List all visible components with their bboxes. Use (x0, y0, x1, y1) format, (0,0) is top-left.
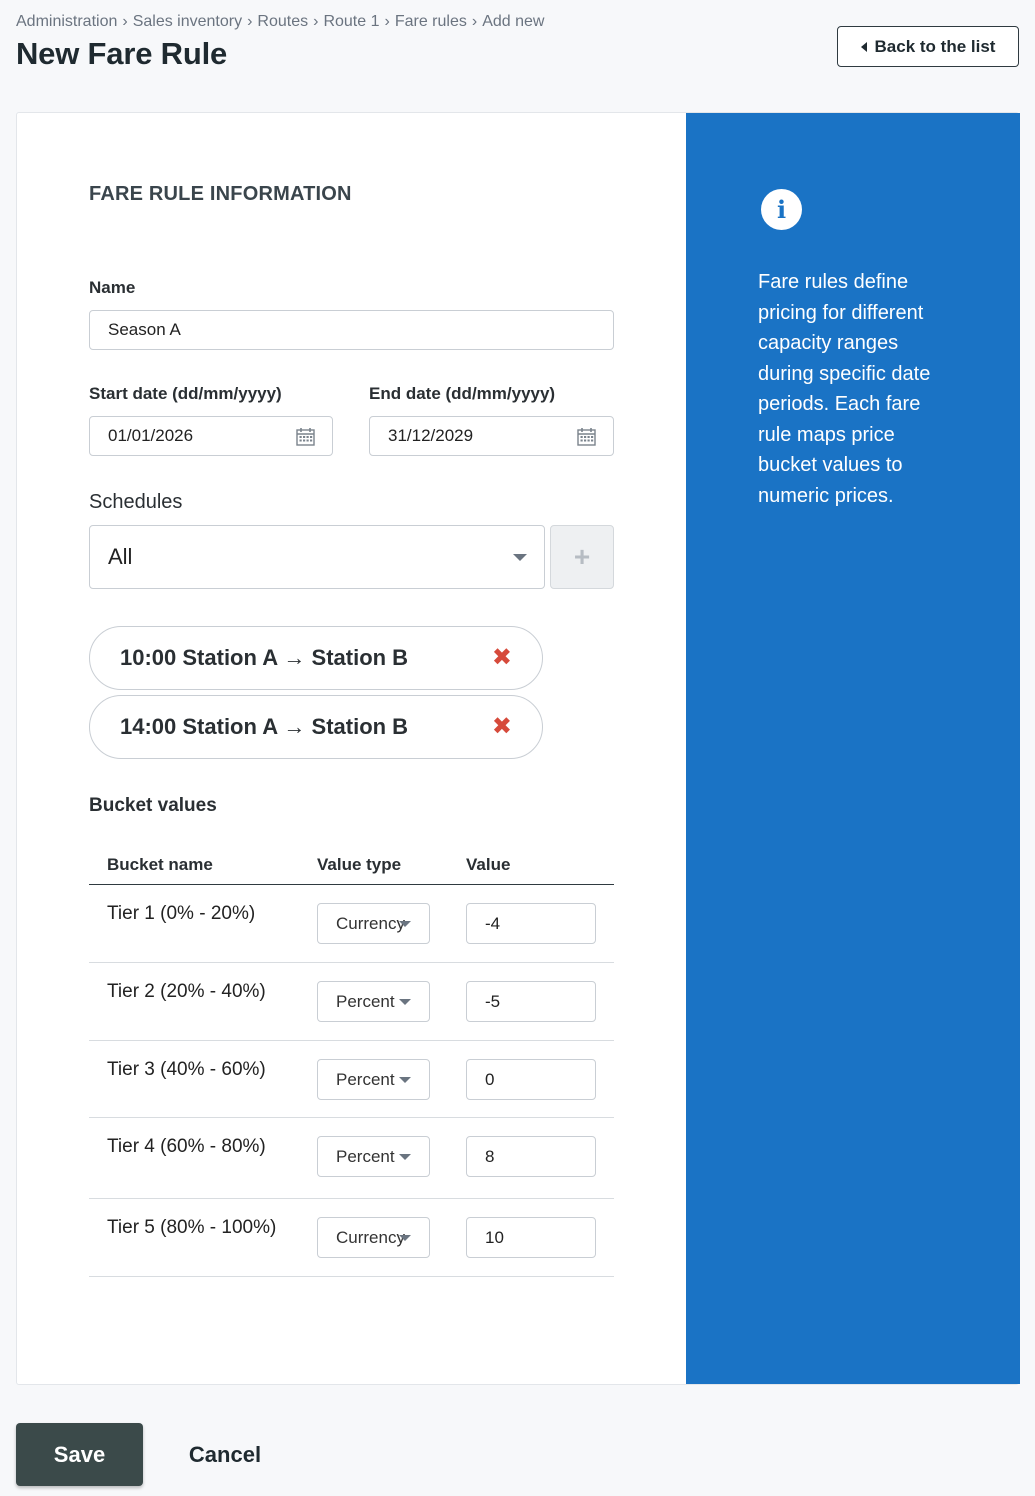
fare-rule-card (16, 112, 1019, 1385)
bucket-value: 8 (485, 1146, 495, 1166)
breadcrumb-fare-rules[interactable]: Fare rules (394, 13, 467, 30)
caret-left-icon (861, 42, 867, 52)
table-row (89, 1041, 614, 1118)
chevron-down-icon (399, 1077, 411, 1083)
value-type-value: Percent (336, 1146, 395, 1166)
bucket-value-input[interactable] (466, 1059, 596, 1100)
breadcrumb-separator: › (471, 13, 478, 30)
end-date-label: End date (dd/mm/yyyy) (369, 384, 556, 403)
bucket-value: 10 (485, 1227, 504, 1247)
save-button[interactable]: Save (16, 1423, 143, 1486)
column-header-bucket-name: Bucket name (107, 855, 213, 874)
value-type-value: Percent (336, 991, 395, 1011)
table-row (89, 1199, 614, 1277)
table-row (89, 885, 614, 963)
bucket-value-input[interactable] (466, 1136, 596, 1177)
calendar-icon[interactable] (296, 427, 315, 446)
bucket-values-title: Bucket values (89, 795, 217, 816)
chevron-down-icon (399, 921, 411, 927)
name-input[interactable] (89, 310, 614, 350)
chevron-down-icon (513, 554, 527, 561)
chevron-down-icon (399, 1235, 411, 1241)
end-date-input[interactable] (369, 416, 614, 456)
bucket-value: -4 (485, 913, 501, 933)
calendar-icon[interactable] (577, 427, 596, 446)
value-type-select[interactable] (317, 1059, 430, 1100)
value-type-value: Currency (336, 913, 405, 933)
chevron-down-icon (399, 999, 411, 1005)
bucket-name: Tier 5 (80% - 100%) (107, 1217, 277, 1238)
page-title: New Fare Rule (16, 36, 228, 71)
start-date-input[interactable] (89, 416, 333, 456)
bucket-value: 0 (485, 1069, 495, 1089)
bucket-value-input[interactable] (466, 981, 596, 1022)
breadcrumb-routes[interactable]: Routes (257, 13, 309, 30)
schedules-select-value: All (108, 544, 133, 569)
info-icon: i (761, 189, 802, 230)
bucket-name: Tier 3 (40% - 60%) (107, 1059, 266, 1080)
value-type-select[interactable] (317, 903, 430, 944)
start-date-value: 01/01/2026 (108, 426, 194, 445)
cancel-button[interactable]: Cancel (188, 1441, 262, 1467)
breadcrumb (16, 13, 544, 31)
start-date-label: Start date (dd/mm/yyyy) (89, 384, 282, 403)
bucket-name: Tier 2 (20% - 40%) (107, 981, 266, 1002)
breadcrumb-add-new: Add new (482, 13, 545, 30)
breadcrumb-separator: › (122, 13, 128, 30)
table-row (89, 963, 614, 1041)
bucket-name: Tier 1 (0% - 20%) (107, 903, 256, 924)
end-date-value: 31/12/2029 (388, 426, 474, 445)
column-header-value-type: Value type (317, 855, 402, 874)
bucket-value-input[interactable] (466, 1217, 596, 1258)
breadcrumb-sales-inventory[interactable]: Sales inventory (132, 13, 243, 30)
bucket-value-input[interactable] (466, 903, 596, 944)
name-input-value: Season A (108, 320, 181, 339)
bucket-name: Tier 4 (60% - 80%) (107, 1136, 266, 1157)
column-header-value: Value (466, 855, 511, 874)
value-type-select[interactable] (317, 981, 430, 1022)
breadcrumb-separator: › (247, 13, 253, 30)
breadcrumb-separator: › (313, 13, 319, 30)
schedules-label: Schedules (89, 491, 183, 513)
schedule-chip-label: 14:00 Station A → Station B (120, 714, 409, 739)
remove-icon[interactable]: ✖ (491, 713, 512, 740)
back-to-list-button[interactable] (837, 26, 1019, 67)
breadcrumb-administration[interactable]: Administration (16, 13, 118, 30)
section-title: FARE RULE INFORMATION (89, 183, 352, 205)
breadcrumb-separator: › (384, 13, 390, 30)
remove-icon[interactable]: ✖ (491, 644, 512, 671)
add-schedule-button[interactable] (550, 525, 614, 589)
schedules-select[interactable] (89, 525, 545, 589)
plus-icon: + (573, 541, 591, 572)
schedule-chip-label: 10:00 Station A → Station B (120, 645, 409, 670)
chevron-down-icon (399, 1154, 411, 1160)
name-label: Name (89, 278, 136, 297)
breadcrumb-route-1[interactable]: Route 1 (323, 13, 380, 30)
value-type-value: Currency (336, 1227, 405, 1247)
info-panel (686, 113, 1020, 1384)
value-type-select[interactable] (317, 1217, 430, 1258)
table-row (89, 1118, 614, 1199)
back-to-list-label: Back to the list (874, 36, 996, 56)
value-type-value: Percent (336, 1069, 395, 1089)
schedule-chip (89, 626, 543, 690)
schedule-chip (89, 695, 543, 759)
bucket-value: -5 (485, 991, 501, 1011)
info-text: Fare rules define pricing for different capacity ranges during specific date periods. Each fare rule maps price bucket values to numeric prices. (758, 271, 931, 507)
value-type-select[interactable] (317, 1136, 430, 1177)
